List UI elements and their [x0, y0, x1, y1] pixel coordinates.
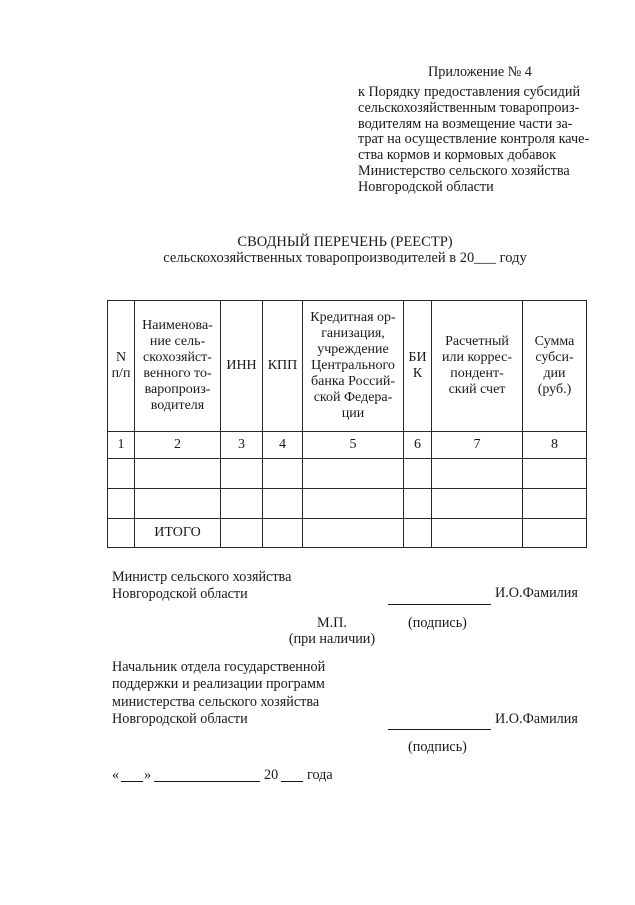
date-year-prefix: 20 — [264, 767, 279, 783]
table-cell — [263, 519, 303, 548]
minister-name: И.О.Фамилия — [495, 585, 578, 601]
date-suffix: года — [307, 767, 333, 783]
table-cell — [108, 489, 135, 519]
head-name: И.О.Фамилия — [495, 711, 578, 727]
table-cell — [221, 459, 263, 489]
table-cell — [523, 459, 587, 489]
total-label: ИТОГО — [135, 519, 221, 548]
table-row — [108, 459, 587, 489]
table-cell — [303, 489, 404, 519]
table-cell — [303, 459, 404, 489]
head-signature-caption: (подпись) — [408, 739, 467, 755]
minister-position: Министр сельского хозяйства Новгородской области — [112, 569, 292, 602]
column-number: 2 — [135, 432, 221, 459]
table-cell — [108, 459, 135, 489]
column-number: 4 — [263, 432, 303, 459]
table-cell — [135, 459, 221, 489]
table-cell — [221, 489, 263, 519]
header-cell-account: Расчетный или коррес- пондент- ский счет — [432, 301, 523, 432]
table-row — [108, 489, 587, 519]
table-cell — [404, 459, 432, 489]
table-column-numbers-row — [108, 432, 587, 459]
header-cell-producer-name: Наименова- ние сель- скохозяйст- венного то- варопроиз- водителя — [135, 301, 221, 432]
table-cell — [432, 489, 523, 519]
header-cell-subsidy-amount: Сумма субси- дии (руб.) — [523, 301, 587, 432]
header-cell-number: N п/п — [108, 301, 135, 432]
date-day-blank — [121, 781, 143, 782]
header-cell-credit-organization: Кредитная ор- ганизация, учреждение Центрального банка Россий- ской Федера- ции — [303, 301, 404, 432]
date-year-blank — [281, 781, 303, 782]
minister-signature-caption: (подпись) — [408, 615, 467, 631]
table-cell — [108, 519, 135, 548]
column-number: 7 — [432, 432, 523, 459]
minister-signature-line — [388, 604, 491, 605]
head-position: Начальник отдела государственной поддержки и реализации программ министерства сельского хозяйства Новгородской области — [112, 659, 326, 727]
head-signature-line — [388, 729, 491, 730]
column-number: 5 — [303, 432, 404, 459]
table-cell — [221, 519, 263, 548]
table-total-row — [108, 519, 587, 548]
date-month-blank — [154, 781, 260, 782]
date-open-quote: « — [112, 767, 120, 783]
stamp-label: М.П. (при наличии) — [288, 615, 376, 647]
column-number: 3 — [221, 432, 263, 459]
appendix-number: Приложение № 4 — [428, 64, 532, 80]
registry-table — [107, 300, 587, 548]
table-cell — [432, 519, 523, 548]
table-header-row — [108, 301, 587, 432]
table-cell — [404, 519, 432, 548]
column-number: 6 — [404, 432, 432, 459]
table-cell — [404, 489, 432, 519]
addressee: Министерство сельского хозяйства Новгородской области — [358, 163, 570, 195]
header-cell-kpp: КПП — [263, 301, 303, 432]
table-cell — [523, 489, 587, 519]
document-subtitle: сельскохозяйственных товаропроизводителей в 20___ году — [163, 250, 527, 266]
table-cell — [263, 459, 303, 489]
header-cell-inn: ИНН — [221, 301, 263, 432]
table-cell — [263, 489, 303, 519]
document-title: СВОДНЫЙ ПЕРЕЧЕНЬ (РЕЕСТР) — [237, 234, 453, 250]
table-cell — [135, 489, 221, 519]
table-cell — [523, 519, 587, 548]
column-number: 1 — [108, 432, 135, 459]
header-cell-bik: БИ К — [404, 301, 432, 432]
column-number: 8 — [523, 432, 587, 459]
appendix-basis: к Порядку предоставления субсидий сельскохозяйственным товаропроиз- водителям на возмещение части за- трат на осуществление контроля каче- ства кормов и кормовых добавок — [358, 84, 590, 164]
table-cell — [432, 459, 523, 489]
date-close-quote: » — [144, 767, 152, 783]
table-cell — [303, 519, 404, 548]
